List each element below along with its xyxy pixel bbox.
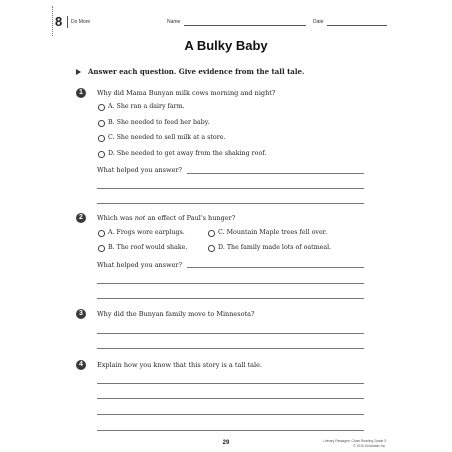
radio-button[interactable]: [98, 135, 105, 142]
question-1-option-b: B. She needed to feed her baby.: [108, 119, 210, 126]
question-1-option-a: A. She ran a dairy farm.: [108, 103, 185, 110]
question-1-text: Why did Mama Bunyan milk cows morning and night?: [97, 89, 276, 97]
radio-button[interactable]: [98, 230, 105, 237]
question-3-text: Why did the Bunyan family move to Minnesota?: [97, 310, 255, 318]
radio-button[interactable]: [98, 245, 105, 252]
answer-line[interactable]: [97, 398, 364, 399]
page-number: 29: [222, 440, 230, 446]
credit-line: Literary Passages: Close Reading Grade 3: [323, 439, 386, 443]
lesson-divider: [67, 16, 68, 28]
answer-line[interactable]: [97, 188, 364, 189]
lesson-label: Do More: [71, 19, 91, 25]
triangle-arrow-icon: [76, 69, 81, 75]
answer-line[interactable]: [97, 283, 364, 284]
question-1-option-c: C. She needed to sell milk at a store.: [108, 134, 226, 141]
name-field[interactable]: [184, 25, 306, 26]
copyright-line: © 2016 Scholastic Inc.: [353, 444, 386, 448]
question-number-badge: 1: [76, 88, 86, 98]
question-2-text: Which was not an effect of Paul's hunger?: [97, 214, 236, 222]
question-2-option-b: B. The roof would shake.: [108, 244, 188, 251]
date-field[interactable]: [327, 25, 387, 26]
answer-line[interactable]: [187, 267, 364, 268]
lesson-number: 8: [55, 14, 63, 29]
question-2-option-d: D. The family made lots of oatmeal.: [218, 244, 332, 251]
radio-button[interactable]: [98, 120, 105, 127]
radio-button[interactable]: [208, 230, 215, 237]
question-2-option-a: A. Frogs wore earplugs.: [108, 229, 185, 236]
answer-line[interactable]: [187, 173, 364, 174]
radio-button[interactable]: [98, 104, 105, 111]
answer-line[interactable]: [97, 203, 364, 204]
answer-line[interactable]: [97, 383, 364, 384]
question-1-option-d: D. She needed to get away from the shaking roof.: [108, 150, 267, 157]
worksheet-title: A Bulky Baby: [184, 38, 268, 53]
instructions: Answer each question. Give evidence from the tall tale.: [88, 67, 305, 76]
date-label: Date: [313, 19, 324, 25]
radio-button[interactable]: [208, 245, 215, 252]
question-4-text: Explain how you know that this story is a tall tale.: [97, 361, 263, 369]
radio-button[interactable]: [98, 151, 105, 158]
name-label: Name: [167, 19, 181, 25]
answer-line[interactable]: [97, 298, 364, 299]
question-number-badge: 2: [76, 213, 86, 223]
question-1-evidence-prompt: What helped you answer?: [97, 166, 183, 174]
answer-line[interactable]: [97, 414, 364, 415]
emphasis-not: not: [134, 214, 146, 222]
question-2-evidence-prompt: What helped you answer?: [97, 261, 183, 269]
answer-line[interactable]: [97, 430, 364, 431]
answer-line[interactable]: [97, 333, 364, 334]
binding-dotted-line: [52, 6, 53, 36]
question-2-option-c: C. Mountain Maple trees fell over.: [218, 229, 327, 236]
answer-line[interactable]: [97, 348, 364, 349]
question-number-badge: 4: [76, 360, 86, 370]
question-number-badge: 3: [76, 309, 86, 319]
